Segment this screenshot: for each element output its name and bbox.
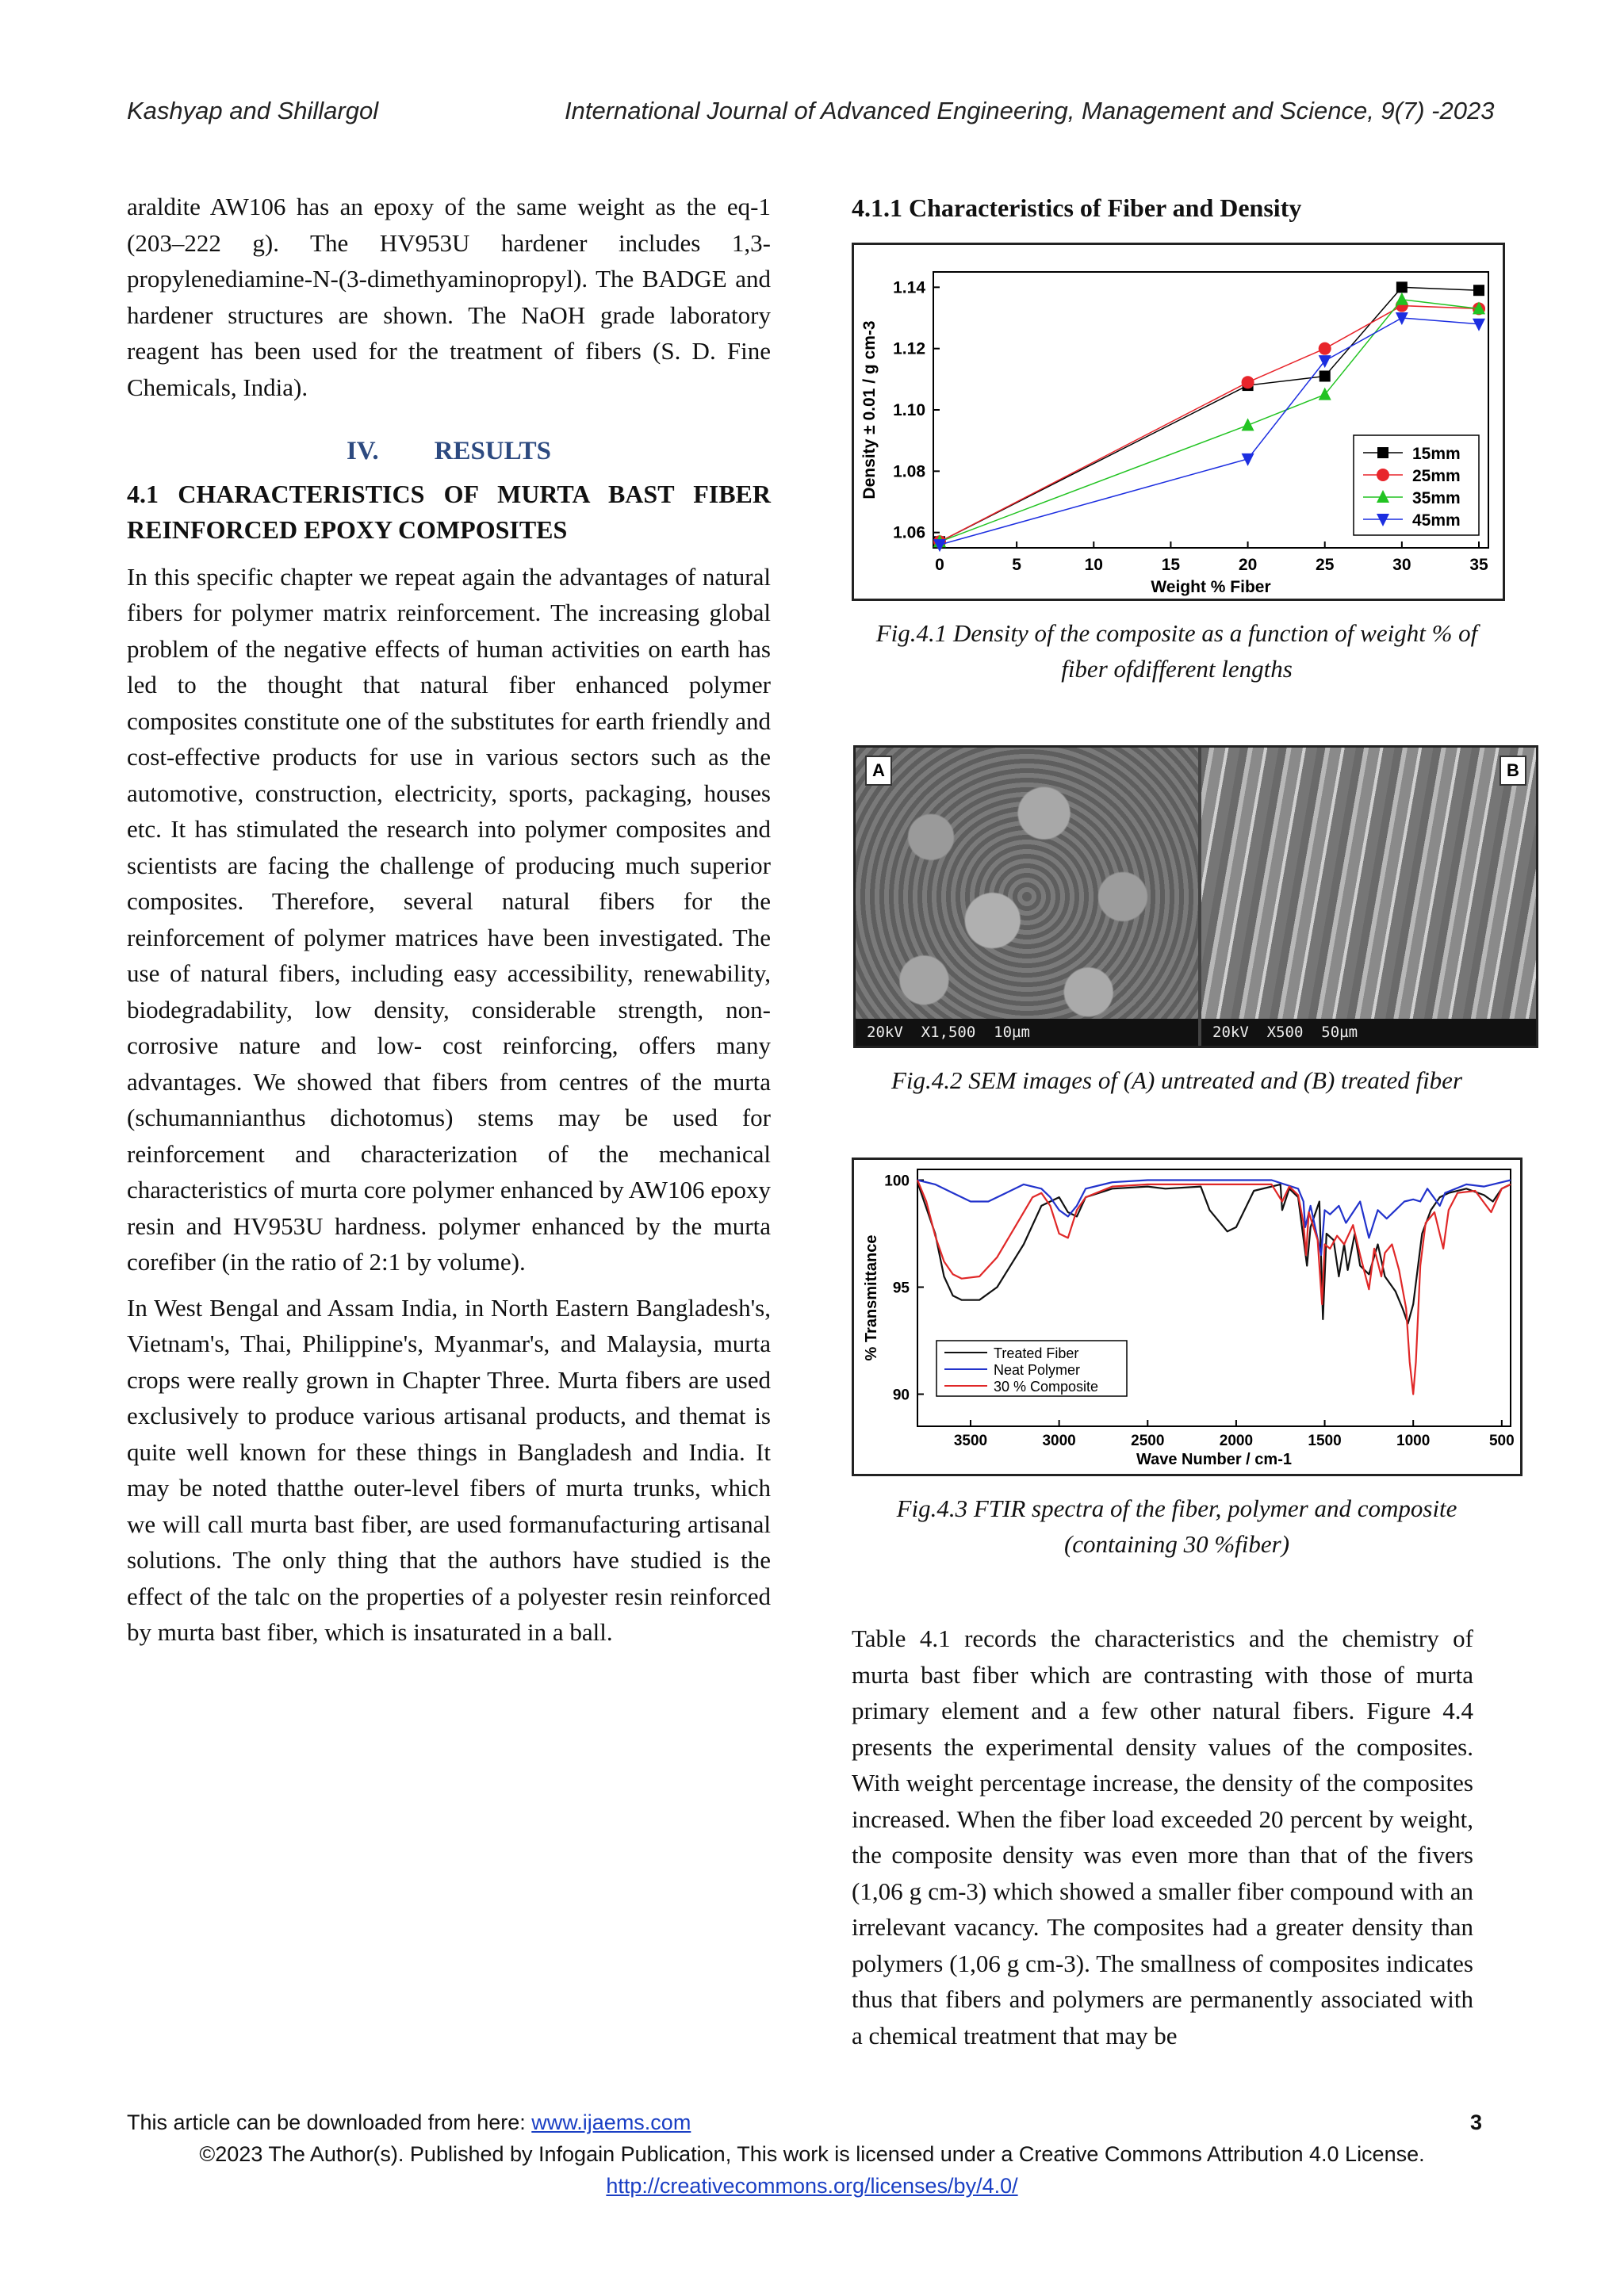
footer-license: ©2023 The Author(s). Published by Infogain Publication, This work is licensed under a Creative Commons Attribution 4.0 License. bbox=[199, 2142, 1425, 2166]
y-tick-label: 1.08 bbox=[893, 462, 925, 481]
running-header-authors: Kashyap and Shillargol bbox=[127, 97, 379, 124]
y-tick-label: 1.12 bbox=[893, 339, 925, 358]
footer-download bbox=[127, 2110, 691, 2135]
ftir-chart bbox=[854, 1160, 1520, 1474]
x-tick-label: 1000 bbox=[1396, 1433, 1431, 1449]
x-tick-label: 500 bbox=[1488, 1433, 1515, 1449]
footer-license-link-wrap bbox=[0, 2174, 1624, 2198]
figure-4-2 bbox=[853, 745, 1538, 1048]
data-point-25mm bbox=[1319, 342, 1331, 355]
legend-label: Treated Fiber bbox=[994, 1345, 1079, 1361]
x-axis-label: Wave Number / cm-1 bbox=[1136, 1451, 1292, 1468]
legend-label: 25mm bbox=[1412, 467, 1461, 485]
figure-4-3-caption: Fig.4.3 FTIR spectra of the fiber, polymer and composite (containing 30 %fiber) bbox=[896, 1494, 1457, 1558]
legend-label: 15mm bbox=[1412, 445, 1461, 463]
data-point-15mm bbox=[1320, 370, 1331, 381]
subsection-heading-right: 4.1.1 Characteristics of Fiber and Density bbox=[852, 193, 1302, 222]
figure-4-2-caption: Fig.4.2 SEM images of (A) untreated and (B) treated fiber bbox=[891, 1066, 1463, 1094]
section-heading bbox=[127, 434, 771, 470]
x-tick-label: 3500 bbox=[953, 1433, 988, 1449]
data-point-35mm bbox=[1242, 418, 1254, 430]
footer-download-text: This article can be downloaded from here: bbox=[127, 2110, 532, 2134]
x-tick-label: 15 bbox=[1161, 556, 1181, 574]
x-tick-label: 2500 bbox=[1131, 1433, 1165, 1449]
figure-4-1-caption: Fig.4.1 Density of the composite as a function of weight % of fiber ofdifferent lengths bbox=[875, 619, 1478, 683]
footer-download-link[interactable]: www.ijaems.com bbox=[531, 2110, 691, 2134]
left-column bbox=[127, 189, 771, 1660]
legend-marker bbox=[1377, 447, 1388, 458]
sem-panel-a-scalebar: 20kV X1,500 10µm bbox=[856, 1019, 1198, 1046]
sem-panel-a-label: A bbox=[865, 756, 892, 786]
data-point-15mm bbox=[1396, 281, 1408, 293]
body-paragraph-right: Table 4.1 records the characteristics and the chemistry of murta bast fiber which are contrasting with those of murta primary element and a few other natural fibers. Figure 4.4 presents the experimental density values of the composites. With weight percentage increase, the density of the composites increased. When the fiber load exceeded 20 percent by weight, the composite density was even more than that of the fivers (1,06 g cm-3) which showed a smaller fiber compound with an irrelevant vacancy. The composites had a greater density than polymers (1,06 g cm-3). The smallness of composites indicates thus that fibers and polymers are permanently associated with a chemical treatment that may be bbox=[852, 1624, 1473, 2049]
sem-image-untreated bbox=[856, 748, 1198, 1046]
legend-label: 45mm bbox=[1412, 511, 1461, 530]
figure-4-1 bbox=[852, 243, 1505, 601]
sem-image-treated bbox=[1201, 748, 1536, 1046]
page-number: 3 bbox=[1470, 2110, 1483, 2134]
running-header-journal: International Journal of Advanced Engineering, Management and Science, 9(7) -2023 bbox=[565, 97, 1495, 124]
y-tick-label: 90 bbox=[892, 1387, 910, 1404]
y-tick-label: 95 bbox=[892, 1280, 910, 1297]
legend-label: Neat Polymer bbox=[994, 1362, 1081, 1378]
x-tick-label: 5 bbox=[1012, 556, 1021, 574]
data-point-45mm bbox=[1473, 319, 1485, 331]
legend-marker bbox=[1377, 469, 1389, 481]
x-tick-label: 2000 bbox=[1219, 1433, 1254, 1449]
y-tick-label: 1.06 bbox=[893, 523, 925, 542]
body-paragraph-1: In this specific chapter we repeat again the advantages of natural fibers for polymer matrix reinforcement. The increasing global problem of the negative effects of human activities on earth has led to the thought that natural fiber enhanced polymer composites constitute one of the substitutes for earth friendly and cost-effective products for use in various sectors such as the automotive, construction, electricity, sports, packaging, houses etc. It has stimulated the research into polymer composites and scientists are facing the challenge of producing much superior composites. Therefore, several natural fibers for the reinforcement of polymer matrices have been investigated. The use of natural fibers, including easy accessibility, renewability, biodegradability, low density, considerable strength, non-corrosive nature and low- cost reinforcing, offers many advantages. We showed that fibers from centres of the murta (schumannianthus dichotomus) stems may be used for reinforcement and characterization of the mechanical characteristics of murta core polymer enhanced by AW106 epoxy resin and HV953U hardness. polymer enhanced by the murta corefiber (in the ratio of 2:1 by volume). bbox=[127, 562, 771, 1276]
x-tick-label: 35 bbox=[1469, 556, 1488, 574]
y-tick-label: 1.14 bbox=[893, 278, 925, 297]
y-tick-label: 1.10 bbox=[893, 401, 925, 419]
y-axis-label: % Transmittance bbox=[863, 1234, 880, 1361]
x-axis-label: Weight % Fiber bbox=[1151, 578, 1271, 596]
right-column-paragraph bbox=[852, 1621, 1473, 2063]
legend-label: 30 % Composite bbox=[994, 1379, 1099, 1395]
figure-4-3 bbox=[852, 1158, 1522, 1476]
legend-label: 35mm bbox=[1412, 489, 1461, 507]
y-tick-label: 100 bbox=[884, 1173, 910, 1190]
section-number: IV. bbox=[346, 437, 379, 465]
section-title: RESULTS bbox=[434, 437, 552, 465]
data-point-35mm bbox=[1396, 293, 1408, 305]
sem-panel-b-scalebar: 20kV X500 50µm bbox=[1201, 1019, 1536, 1046]
x-tick-label: 25 bbox=[1316, 556, 1335, 574]
sem-panel-b-label: B bbox=[1500, 756, 1526, 786]
x-tick-label: 30 bbox=[1392, 556, 1411, 574]
x-tick-label: 0 bbox=[935, 556, 944, 574]
subsection-heading: 4.1 CHARACTERISTICS OF MURTA BAST FIBER REINFORCED EPOXY COMPOSITES bbox=[127, 479, 771, 544]
y-axis-label: Density ± 0.01 / g cm-3 bbox=[860, 320, 879, 499]
x-tick-label: 3000 bbox=[1042, 1433, 1076, 1449]
x-tick-label: 20 bbox=[1238, 556, 1258, 574]
x-tick-label: 10 bbox=[1084, 556, 1103, 574]
data-point-25mm bbox=[1242, 376, 1254, 388]
density-chart bbox=[854, 245, 1503, 599]
footer-license-link[interactable]: http://creativecommons.org/licenses/by/4.0/ bbox=[606, 2174, 1018, 2198]
x-tick-label: 1500 bbox=[1308, 1433, 1342, 1449]
intro-paragraph: araldite AW106 has an epoxy of the same weight as the eq-1 (203–222 g). The HV953U hardener includes 1,3-propylenediamine-N-(3-dimethyaminopropyl). The BADGE and hardener structures are shown. The NaOH grade laboratory reagent has been used for the treatment of fibers (S. D. Fine Chemicals, India). bbox=[127, 193, 771, 401]
body-paragraph-2: In West Bengal and Assam India, in North Eastern Bangladesh's, Vietnam's, Thai, Philippine's, Myanmar's, and Malaysia, murta crops were really grown in Chapter Three. Murta fibers are used exclusively to produce various artisanal products, and themat is quite well known for these things in Bangladesh and India. It may be noted thatthe outer-level fibers of murta trunks, which we will call murta bast fiber, are used formanufacturing artisanal solutions. The only thing that the authors have studied is the effect of the talc on the properties of a polyester resin reinforced by murta bast fiber, which is insaturated in a ball. bbox=[127, 1293, 771, 1646]
data-point-15mm bbox=[1473, 285, 1484, 296]
